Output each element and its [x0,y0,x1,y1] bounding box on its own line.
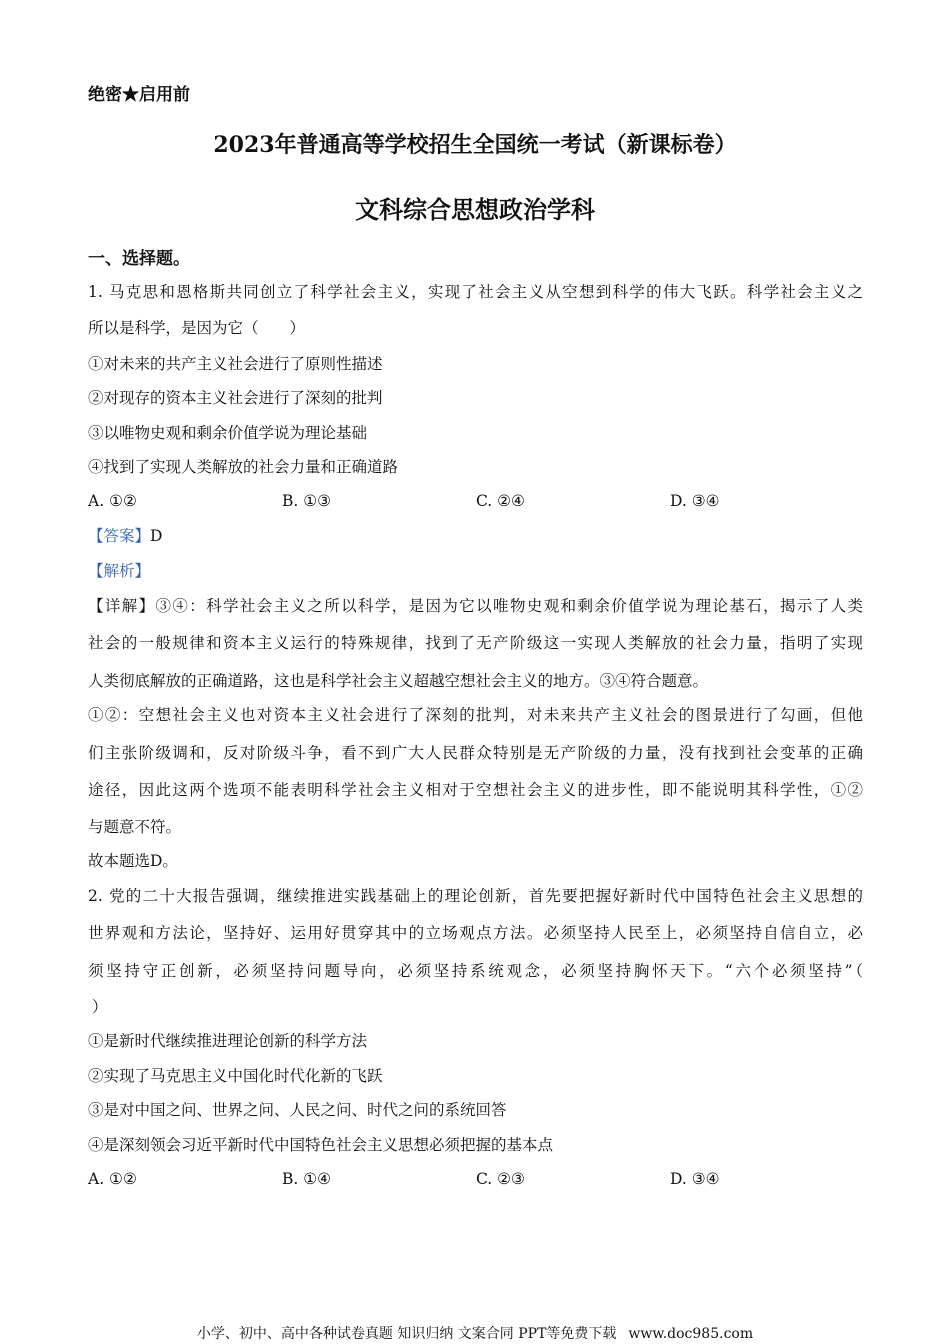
q2-stem-line: 2. 党的二十大报告强调，继续推进实践基础上的理论创新，首先要把握好新时代中国特色社会主义思想的 [88,887,863,905]
q1-stem-line2: 所以是科学，是因为它（ ） [88,319,306,337]
footer-text: 小学、初中、高中各种试卷真题 知识归纳 文案合同 PPT等免费下载 [196,1326,617,1342]
q1-item: ④找到了实现人类解放的社会力量和正确道路 [88,458,399,476]
q1-detail-line: 人类彻底解放的正确道路，这也是科学社会主义超越空想社会主义的地方。③④符合题意。 [88,672,709,690]
q2-option-c: C. ②③ [476,1170,525,1188]
q1-detail-line: 们主张阶级调和，反对阶级斗争，看不到广大人民群众特别是无产阶级的力量，没有找到社会变革的正确 [88,744,863,762]
confidential-label: 绝密★启用前 [88,85,190,105]
footer-url[interactable]: www.doc985.com [628,1326,754,1342]
q2-item: ④是深刻领会习近平新时代中国特色社会主义思想必须把握的基本点 [88,1136,554,1154]
q2-option-a: A. ①② [88,1170,137,1188]
section-heading: 一、选择题。 [88,249,190,269]
answer-tag: 【答案】 [88,527,151,545]
q1-detail-line: 与题意不符。 [88,818,182,836]
q1-detail-line: 【详解】③④：科学社会主义之所以科学，是因为它以唯物史观和剩余价值学说为理论基石，揭示了人类 [88,597,863,615]
exam-subtitle: 文科综合思想政治学科 [355,195,595,224]
q1-detail-line: ①②：空想社会主义也对资本主义社会进行了深刻的批判，对未来共产主义社会的图景进行了勾画，但他 [88,706,863,724]
q1-option-c: C. ②④ [476,492,525,510]
answer-value: D [150,527,163,545]
q1-item: ①对未来的共产主义社会进行了原则性描述 [88,355,383,373]
q2-stem-line: ） [92,998,108,1016]
q1-answer [88,526,162,546]
q2-item: ①是新时代继续推进理论创新的科学方法 [88,1032,368,1050]
q1-detail-line: 途径，因此这两个选项不能表明科学社会主义相对于空想社会主义的进步性，即不能说明其科学性，①② [88,781,863,799]
q1-item: ③以唯物史观和剩余价值学说为理论基础 [88,424,368,442]
page-footer [0,1323,950,1343]
q2-item: ②实现了马克思主义中国化时代化新的飞跃 [88,1067,383,1085]
q1-option-d: D. ③④ [670,492,720,510]
q2-item: ③是对中国之问、世界之问、人民之问、时代之问的系统回答 [88,1101,507,1119]
analysis-tag: 【解析】 [88,562,151,580]
q1-option-b: B. ①③ [282,492,332,510]
q1-item: ②对现存的资本主义社会进行了深刻的批判 [88,389,383,407]
q1-detail-line: 社会的一般规律和资本主义运行的特殊规律，找到了无产阶级这一实现人类解放的社会力量，指明了实现 [88,634,863,652]
exam-title: 2023年普通高等学校招生全国统一考试（新课标卷） [213,132,737,158]
q2-stem-line: 须坚持守正创新，必须坚持问题导向，必须坚持系统观念，必须坚持胸怀天下。“六个必须坚持”（ [88,962,863,980]
q2-option-b: B. ①④ [282,1170,332,1188]
q2-option-d: D. ③④ [670,1170,720,1188]
q1-option-a: A. ①② [88,492,137,510]
q1-stem-line1: 1. 马克思和恩格斯共同创立了科学社会主义，实现了社会主义从空想到科学的伟大飞跃。科学社会主义之 [88,283,863,301]
q2-stem-line: 世界观和方法论，坚持好、运用好贯穿其中的立场观点方法。必须坚持人民至上，必须坚持自信自立，必 [88,924,863,942]
q1-detail-line: 故本题选D。 [88,852,178,870]
